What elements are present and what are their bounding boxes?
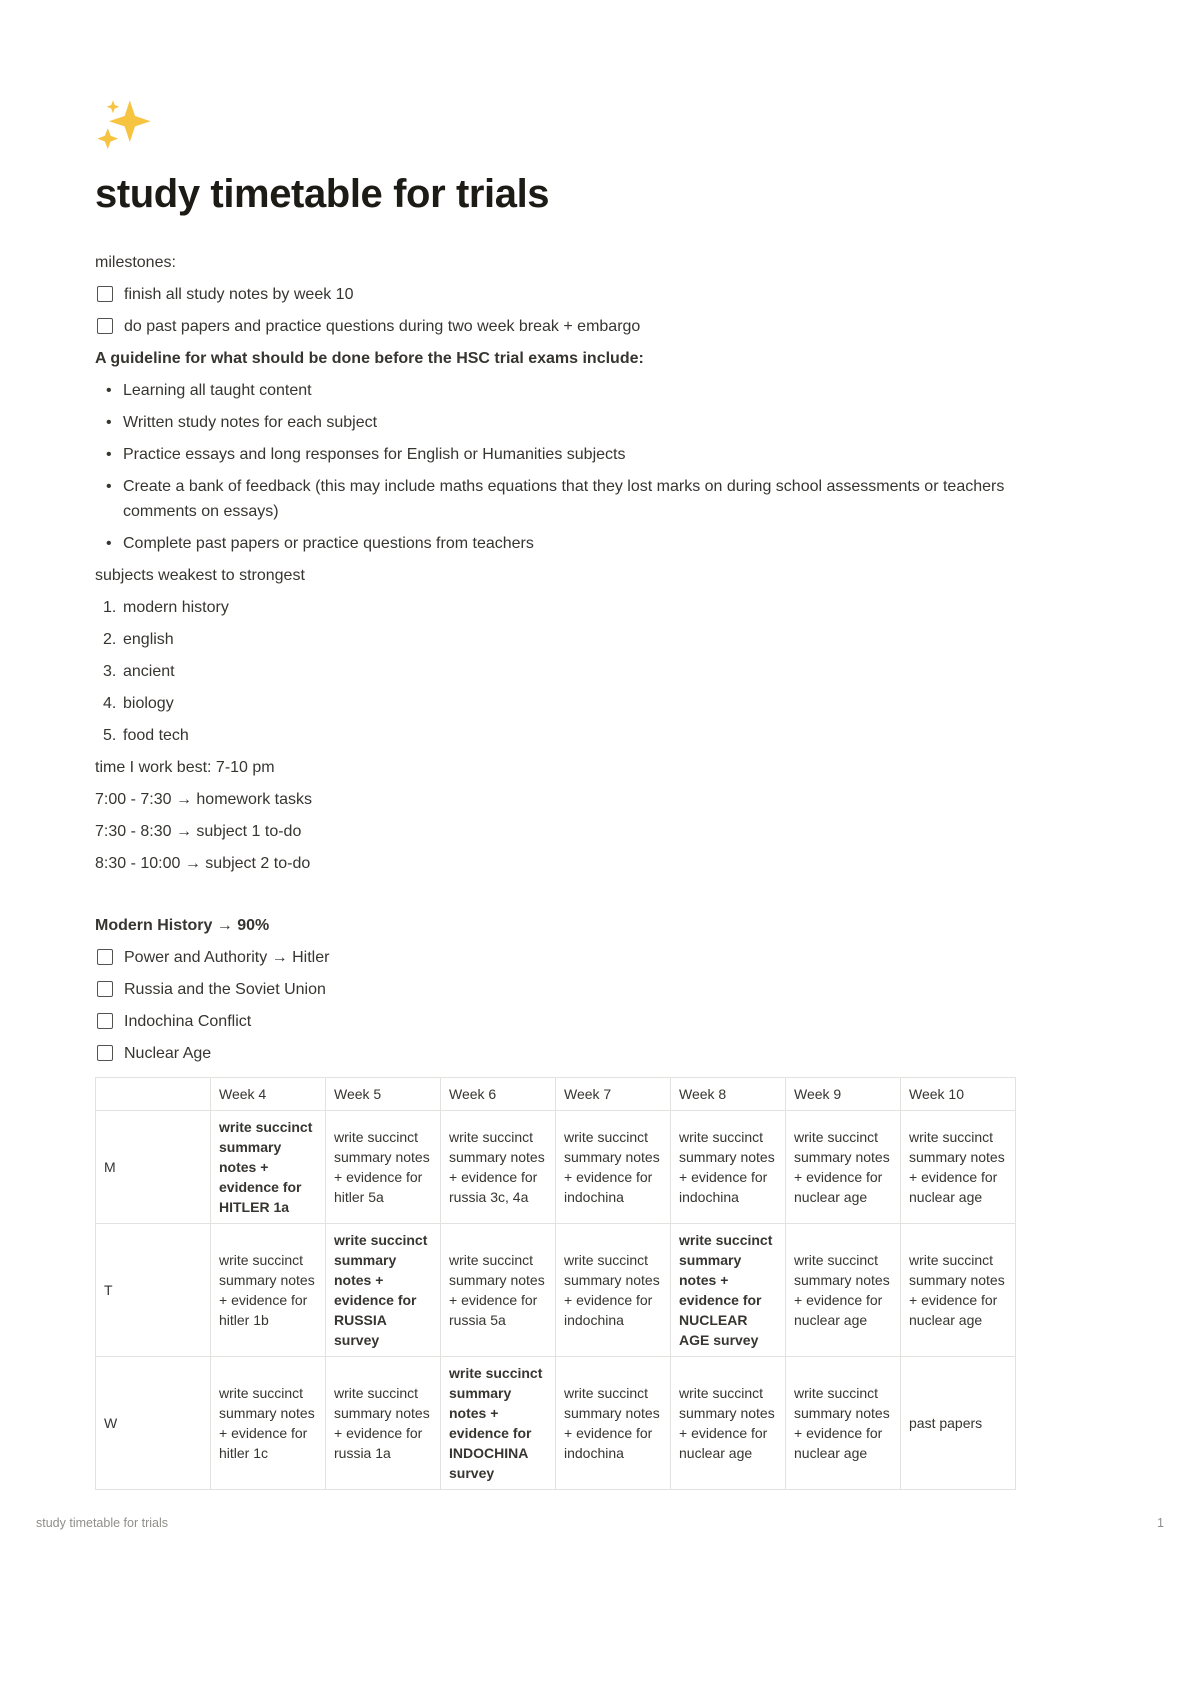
numbered-item-label: food tech: [123, 726, 189, 744]
page-footer: [36, 1516, 1164, 1530]
table-row: [96, 1111, 1016, 1224]
table-cell[interactable]: write succinct summary notes + evidence for indochina: [556, 1111, 671, 1224]
schedule-line: 8:30 - 10:00 → subject 2 to-do: [95, 854, 311, 872]
table-week-header[interactable]: Week 9: [786, 1078, 901, 1111]
checkbox-unchecked-icon[interactable]: [97, 318, 113, 334]
todo-item: [95, 278, 1015, 310]
table-day-cell[interactable]: T: [96, 1224, 211, 1357]
subjects-label: subjects weakest to strongest: [95, 566, 305, 584]
table-row: [96, 1357, 1016, 1490]
table-cell[interactable]: write succinct summary notes + evidence for NUCLEAR AGE survey: [671, 1224, 786, 1357]
table-cell[interactable]: write succinct summary notes + evidence for indochina: [671, 1111, 786, 1224]
table-cell[interactable]: write succinct summary notes + evidence for indochina: [556, 1224, 671, 1357]
guideline-heading: A guideline for what should be done before the HSC trial exams include:: [95, 349, 644, 367]
table-cell[interactable]: write succinct summary notes + evidence for HITLER 1a: [211, 1111, 326, 1224]
todo-label: Indochina Conflict: [124, 1012, 252, 1030]
table-week-header[interactable]: Week 4: [211, 1078, 326, 1111]
numbered-list-item: [95, 719, 1015, 751]
todo-item: [95, 1005, 1015, 1037]
todo-item: [95, 1037, 1015, 1069]
checkbox-unchecked-icon[interactable]: [97, 286, 113, 302]
list-number-marker: 3.: [103, 662, 117, 680]
table-cell[interactable]: write succinct summary notes + evidence for hitler 5a: [326, 1111, 441, 1224]
table-week-header[interactable]: Week 8: [671, 1078, 786, 1111]
bullet-list-item: • Complete past papers or practice questions from teachers: [95, 527, 1015, 559]
numbered-list-item: [95, 623, 1015, 655]
table-cell[interactable]: write succinct summary notes + evidence for nuclear age: [901, 1111, 1016, 1224]
subjects-ranked-list: [95, 591, 1015, 751]
modern-history-todo-list: [95, 941, 1015, 1069]
table-cell[interactable]: write succinct summary notes + evidence for hitler 1c: [211, 1357, 326, 1490]
todo-label: do past papers and practice questions during two week break + embargo: [124, 317, 641, 335]
checkbox-unchecked-icon[interactable]: [97, 949, 113, 965]
list-number-marker: 1.: [103, 598, 117, 616]
table-cell[interactable]: write succinct summary notes + evidence for nuclear age: [786, 1111, 901, 1224]
table-cell[interactable]: write succinct summary notes + evidence for indochina: [556, 1357, 671, 1490]
table-cell[interactable]: write succinct summary notes + evidence for nuclear age: [786, 1224, 901, 1357]
table-row: [96, 1224, 1016, 1357]
guideline-bullet-list: [95, 374, 1015, 559]
bullet-list-item: • Written study notes for each subject: [95, 406, 1015, 438]
table-cell[interactable]: write succinct summary notes + evidence for russia 5a: [441, 1224, 556, 1357]
numbered-item-label: modern history: [123, 598, 229, 616]
table-cell[interactable]: write succinct summary notes + evidence for hitler 1b: [211, 1224, 326, 1357]
table-cell[interactable]: write succinct summary notes + evidence for RUSSIA survey: [326, 1224, 441, 1357]
list-number-marker: 5.: [103, 726, 117, 744]
todo-label: Russia and the Soviet Union: [124, 980, 326, 998]
page-content: [95, 98, 1015, 1490]
table-cell[interactable]: write succinct summary notes + evidence for INDOCHINA survey: [441, 1357, 556, 1490]
study-timetable-table: [95, 1077, 1016, 1490]
schedule-line: 7:30 - 8:30 → subject 1 to-do: [95, 822, 302, 840]
table-cell[interactable]: write succinct summary notes + evidence for nuclear age: [786, 1357, 901, 1490]
footer-page-number: 1: [1157, 1516, 1164, 1530]
numbered-list-item: [95, 687, 1015, 719]
schedule-line: 7:00 - 7:30 → homework tasks: [95, 790, 312, 808]
checkbox-unchecked-icon[interactable]: [97, 1045, 113, 1061]
numbered-item-label: ancient: [123, 662, 175, 680]
table-week-header[interactable]: Week 5: [326, 1078, 441, 1111]
table-cell[interactable]: write succinct summary notes + evidence for nuclear age: [671, 1357, 786, 1490]
list-number-marker: 2.: [103, 630, 117, 648]
modern-history-heading: Modern History → 90%: [95, 916, 270, 934]
numbered-list-item: [95, 655, 1015, 687]
table-header-row: [96, 1078, 1016, 1111]
milestone-todo-list: [95, 278, 1015, 342]
schedule-lines: [95, 783, 1015, 879]
milestones-label: milestones:: [95, 253, 176, 271]
numbered-item-label: english: [123, 630, 174, 648]
table-corner-cell: [96, 1078, 211, 1111]
bullet-list-item: • Learning all taught content: [95, 374, 1015, 406]
table-week-header[interactable]: Week 6: [441, 1078, 556, 1111]
todo-item: [95, 941, 1015, 973]
todo-label: Power and Authority → Hitler: [124, 948, 330, 966]
table-week-header[interactable]: Week 10: [901, 1078, 1016, 1111]
table-cell[interactable]: write succinct summary notes + evidence for nuclear age: [901, 1224, 1016, 1357]
bullet-list-item: • Practice essays and long responses for English or Humanities subjects: [95, 438, 1015, 470]
time-best-label: time I work best: 7-10 pm: [95, 758, 275, 776]
page-title: study timetable for trials: [95, 172, 550, 216]
list-number-marker: 4.: [103, 694, 117, 712]
table-cell[interactable]: write succinct summary notes + evidence for russia 3c, 4a: [441, 1111, 556, 1224]
checkbox-unchecked-icon[interactable]: [97, 1013, 113, 1029]
page-icon sparkles-icon[interactable]: [95, 98, 153, 156]
table-cell[interactable]: past papers: [901, 1357, 1016, 1490]
todo-label: finish all study notes by week 10: [124, 285, 354, 303]
todo-label: Nuclear Age: [124, 1044, 212, 1062]
numbered-item-label: biology: [123, 694, 174, 712]
bullet-list-item: • Create a bank of feedback (this may include maths equations that they lost marks on during school assessments or teachers comments on essays): [95, 470, 1015, 527]
table-week-header[interactable]: Week 7: [556, 1078, 671, 1111]
table-day-cell[interactable]: W: [96, 1357, 211, 1490]
table-day-cell[interactable]: M: [96, 1111, 211, 1224]
footer-document-title: study timetable for trials: [36, 1516, 168, 1530]
todo-item: [95, 310, 1015, 342]
numbered-list-item: [95, 591, 1015, 623]
table-cell[interactable]: write succinct summary notes + evidence for russia 1a: [326, 1357, 441, 1490]
checkbox-unchecked-icon[interactable]: [97, 981, 113, 997]
todo-item: [95, 973, 1015, 1005]
